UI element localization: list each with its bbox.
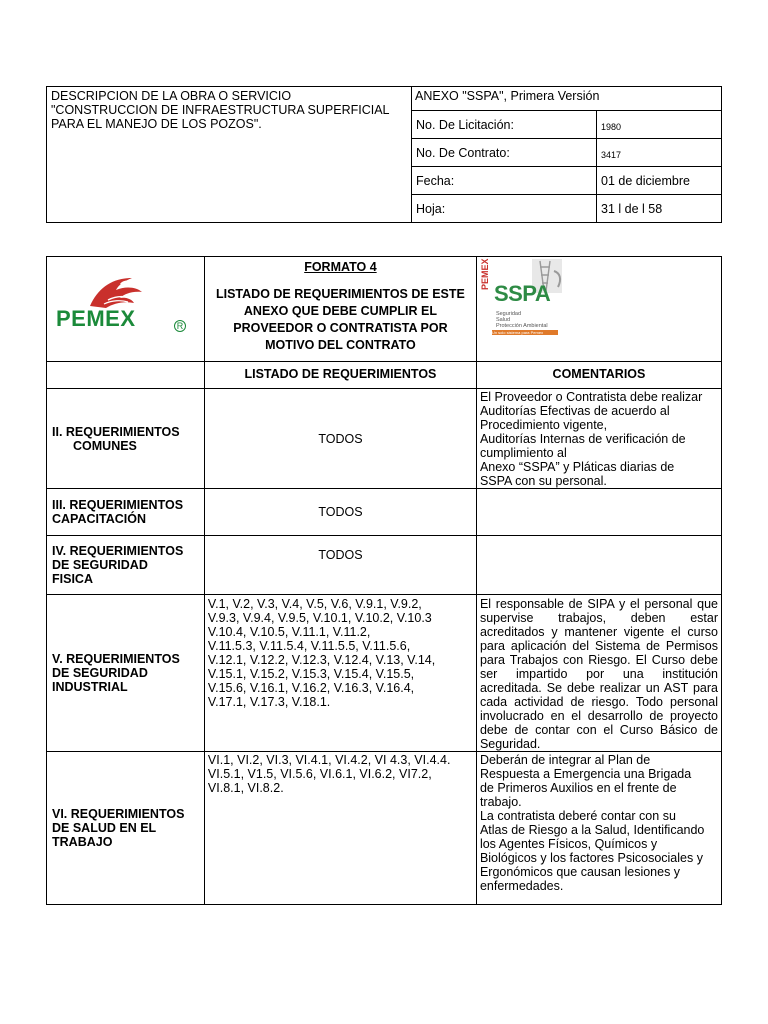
comment-line: Biológicos y los factores Psicosociales y: [479, 851, 703, 865]
requirements-list: TODOS: [204, 489, 476, 536]
comment-line: Ergonómicos que causan lesiones y: [479, 865, 681, 879]
bid-number-label: No. De Licitación:: [412, 111, 597, 139]
comment-line: Auditorías Efectivas de acuerdo al: [479, 404, 670, 418]
requirement-codes-line: V.11.5.3, V.11.5.4, V.11.5.5, V.11.5.6,: [207, 639, 411, 653]
registered-mark: R: [174, 320, 186, 332]
contract-number-value: 3417: [597, 139, 722, 167]
sspa-subtitle-line: Seguridad: [495, 311, 522, 317]
section-title-line: COMUNES: [73, 438, 137, 453]
section-title-line: DE SEGURIDAD: [52, 666, 148, 680]
comment-line: cumplimiento al: [479, 446, 567, 460]
date-value: 01 de diciembre: [597, 167, 722, 195]
requirement-codes-line: V.15.1, V.15.2, V.15.3, V.15.4, V.15.5,: [207, 667, 415, 681]
pemex-logo: [50, 274, 190, 344]
requirements-list: TODOS: [204, 389, 476, 489]
comment-line: Atlas de Riesgo a la Salud, Identificando: [479, 823, 705, 837]
pemex-logo-text: PEMEX: [56, 306, 136, 331]
empty-header-cell: [47, 362, 205, 389]
requirement-codes-line: V.17.1, V.17.3, V.18.1.: [207, 695, 331, 709]
list-column-header: LISTADO DE REQUERIMIENTOS: [204, 362, 476, 389]
requirements-list: [204, 595, 476, 752]
work-description: [47, 87, 412, 223]
contract-number-label: No. De Contrato:: [412, 139, 597, 167]
requirement-codes-line: V.10.4, V.10.5, V.11.1, V.11.2,: [207, 625, 371, 639]
comments-cell: El responsable de SIPA y el personal que supervise trabajos, deben estar acreditados y mantener vigente el curso para aplicación del Sistema de Permisos para Trabajos con Riesgo. El Curso debe ser impartido por una institución acreditada. Se debe realizar un AST para cada actividad de riesgo. Todo personal involucrado en el desarrollo de proyecto debe de contar con el Curso Básico de Seguridad.: [476, 595, 721, 752]
requirement-codes-line: VI.5.1, V1.5, VI.5.6, VI.6.1, VI.6.2, VI7.2,: [207, 767, 432, 781]
comment-line: SSPA con su personal.: [479, 474, 607, 488]
form-title-line: LISTADO DE REQUERIMIENTOS DE ESTE: [215, 287, 465, 301]
requirements-list: [204, 752, 476, 905]
description-line: DESCRIPCION DE LA OBRA O SERVICIO: [51, 89, 292, 103]
comment-line: los Agentes Físicos, Químicos y: [479, 837, 658, 851]
sspa-subtitle-line: Salud: [495, 317, 511, 323]
form-title-line: PROVEEDOR O CONTRATISTA POR: [233, 321, 448, 335]
form-title-line: ANEXO QUE DEBE CUMPLIR EL: [243, 304, 437, 318]
sspa-logo: [480, 257, 570, 337]
pemex-logo-cell: [47, 257, 205, 362]
section-title-line: CAPACITACIÓN: [52, 512, 146, 526]
section-physical-security: [47, 536, 205, 595]
section-title-line: FISICA: [52, 572, 93, 586]
requirement-codes-line: V.1, V.2, V.3, V.4, V.5, V.6, V.9.1, V.9.2,: [207, 597, 422, 611]
sspa-logo-cell: [476, 257, 721, 362]
form-title-line: MOTIVO DEL CONTRATO: [265, 338, 416, 352]
section-title-line: IV. REQUERIMIENTOS: [52, 544, 184, 558]
comment-line: Respuesta a Emergencia una Brigada: [479, 767, 692, 781]
section-occupational-health: [47, 752, 205, 905]
section-title-line: DE SALUD EN EL: [52, 821, 157, 835]
comment-line: Procedimiento vigente,: [479, 418, 608, 432]
section-title-line: TRABAJO: [52, 835, 113, 849]
sspa-tagline-bar: Un solo sistema para Pemex: [492, 330, 558, 335]
requirements-table: [46, 256, 722, 905]
form-title-cell: [204, 257, 476, 362]
bid-number-value: 1980: [597, 111, 722, 139]
requirement-codes-line: V.12.1, V.12.2, V.12.3, V.12.4, V.13, V.14,: [207, 653, 436, 667]
comment-line: La contratista deberé contar con su: [479, 809, 676, 823]
comment-line: trabajo.: [479, 795, 522, 809]
sspa-subtitle: [496, 311, 548, 329]
comments-column-header: COMENTARIOS: [476, 362, 721, 389]
comment-line: El Proveedor o Contratista debe realizar: [479, 390, 703, 404]
section-title-line: INDUSTRIAL: [52, 680, 128, 694]
comment-line: de Primeros Auxilios en el frente de: [479, 781, 677, 795]
requirement-codes-line: VI.1, VI.2, VI.3, VI.4.1, VI.4.2, VI 4.3, VI.4.4.: [207, 753, 451, 767]
section-industrial-security: [47, 595, 205, 752]
comments-cell: [476, 752, 721, 905]
description-line: "CONSTRUCCION DE INFRAESTRUCTURA SUPERFICIAL: [51, 103, 390, 117]
section-title-line: II. REQUERIMIENTOS: [52, 424, 180, 439]
sspa-subtitle-line: Protección Ambiental: [495, 323, 548, 329]
requirements-list: TODOS: [204, 536, 476, 595]
comments-cell: [476, 536, 721, 595]
format-number: FORMATO 4: [304, 260, 377, 274]
comment-line: Deberán de integrar al Plan de: [479, 753, 651, 767]
section-common-requirements: [47, 389, 205, 489]
annex-title: ANEXO "SSPA", Primera Versión: [412, 87, 722, 111]
section-title-line: III. REQUERIMIENTOS: [52, 498, 184, 512]
section-training-requirements: [47, 489, 205, 536]
requirement-codes-line: VI.8.1, VI.8.2.: [207, 781, 284, 795]
comment-line: enfermedades.: [479, 879, 564, 893]
sspa-logo-text: SSPA: [493, 281, 551, 306]
comment-line: Auditorías Internas de verificación de: [479, 432, 686, 446]
comment-line: Anexo “SSPA” y Pláticas diarias de: [479, 460, 675, 474]
requirement-codes-line: V.9.3, V.9.4, V.9.5, V.10.1, V.10.2, V.10.3: [207, 611, 432, 625]
section-title-line: VI. REQUERIMIENTOS: [52, 807, 185, 821]
header-table: [46, 86, 722, 223]
sheet-value: 31 l de l 58: [597, 195, 722, 223]
comments-cell: [476, 489, 721, 536]
section-title-line: V. REQUERIMIENTOS: [52, 652, 180, 666]
sheet-label: Hoja:: [412, 195, 597, 223]
description-line: PARA EL MANEJO DE LOS POZOS".: [51, 117, 262, 131]
date-label: Fecha:: [412, 167, 597, 195]
requirement-codes-line: V.15.6, V.16.1, V.16.2, V.16.3, V.16.4,: [207, 681, 415, 695]
comments-cell: [476, 389, 721, 489]
sspa-vertical-text: PEMEX: [479, 258, 490, 290]
section-title-line: DE SEGURIDAD: [52, 558, 148, 572]
